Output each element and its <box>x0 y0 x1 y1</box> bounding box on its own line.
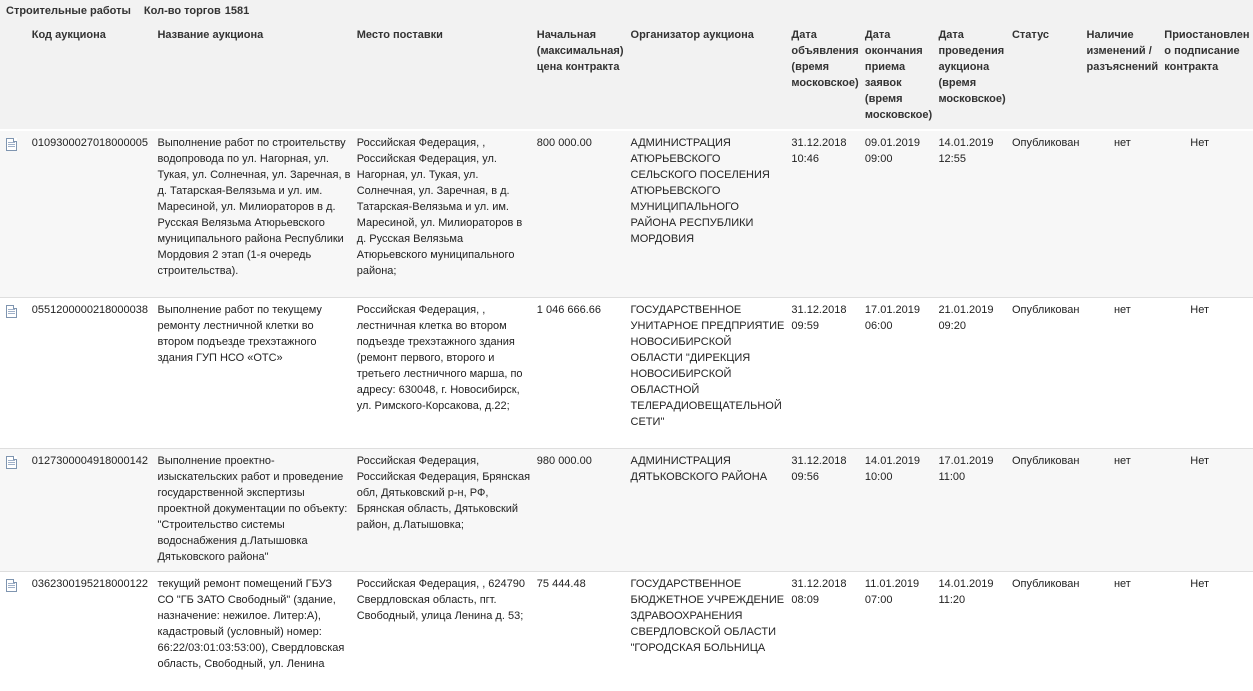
cell-place: Российская Федерация, , 624790 Свердловская область, пгт. Свободный, улица Ленина д. 53; <box>354 571 534 691</box>
cell-status: Опубликован <box>1009 297 1084 448</box>
cell-date-published: 31.12.2018 08:09 <box>788 571 862 691</box>
cell-date-hold: 14.01.2019 11:20 <box>935 571 1009 691</box>
header-icon-col <box>0 23 29 130</box>
cell-status: Опубликован <box>1009 448 1084 571</box>
header-place[interactable]: Место поставки <box>354 23 534 130</box>
document-icon[interactable] <box>6 138 17 151</box>
cell-date-hold: 17.01.2019 11:00 <box>935 448 1009 571</box>
table-row[interactable] <box>0 448 1253 571</box>
cell-date-published: 31.12.2018 09:56 <box>788 448 862 571</box>
cell-organizer: АДМИНИСТРАЦИЯ АТЮРЬЕВСКОГО СЕЛЬСКОГО ПОСЕЛЕНИЯ АТЮРЬЕВСКОГО МУНИЦИПАЛЬНОГО РАЙОНА РЕСПУБЛИКИ МОРДОВИЯ <box>628 130 789 297</box>
cell-price: 800 000.00 <box>534 130 628 297</box>
cell-code[interactable]: 0551200000218000038 <box>29 297 155 448</box>
cell-date-end: 09.01.2019 09:00 <box>862 130 936 297</box>
auctions-table <box>0 23 1253 691</box>
cell-changes: нет <box>1084 571 1162 691</box>
table-row[interactable] <box>0 571 1253 691</box>
cell-name[interactable]: Выполнение работ по строительству водопровода по ул. Нагорная, ул. Тукая, ул. Солнечная, ул. Заречная, в д. Татарская-Велязьма и ул. им. Маресиной, ул. Милиораторов в д. Русская Велязьма Атюрьевского муниципального района Республики Мордовия 2 этап (1-я очередь строительства). <box>154 130 353 297</box>
cell-date-end: 11.01.2019 07:00 <box>862 571 936 691</box>
header-date-end[interactable]: Дата окончания приема заявок (время московское) <box>862 23 936 130</box>
cell-organizer: ГОСУДАРСТВЕННОЕ БЮДЖЕТНОЕ УЧРЕЖДЕНИЕ ЗДРАВООХРАНЕНИЯ СВЕРДЛОВСКОЙ ОБЛАСТИ "ГОРОДСКАЯ БОЛЬНИЦА <box>628 571 789 691</box>
cell-changes: нет <box>1084 448 1162 571</box>
header-suspended[interactable]: Приостановлено подписание контракта <box>1161 23 1253 130</box>
cell-suspended: Нет <box>1161 297 1253 448</box>
header-status[interactable]: Статус <box>1009 23 1084 130</box>
count-label-text: Кол-во торгов <box>143 5 221 17</box>
cell-price: 980 000.00 <box>534 448 628 571</box>
header-date-hold[interactable]: Дата проведения аукциона (время московское) <box>935 23 1009 130</box>
cell-place: Российская Федерация, , Российская Федерация, ул. Нагорная, ул. Тукая, ул. Солнечная, ул. Заречная, в д. Татарская-Велязьма и ул. им. Маресиной, ул. Милиораторов в д. Русская Велязьма Атюрьевского муниципального района; <box>354 130 534 297</box>
cell-date-hold: 21.01.2019 09:20 <box>935 297 1009 448</box>
cell-organizer: ГОСУДАРСТВЕННОЕ УНИТАРНОЕ ПРЕДПРИЯТИЕ НОВОСИБИРСКОЙ ОБЛАСТИ "ДИРЕКЦИЯ НОВОСИБИРСКОЙ ОБЛАСТНОЙ ТЕЛЕРАДИОВЕЩАТЕЛЬНОЙ СЕТИ" <box>628 297 789 448</box>
header-date-published[interactable]: Дата объявления (время московское) <box>788 23 862 130</box>
cell-name[interactable]: Выполнение проектно-изыскательских работ и проведение государственной экспертизы проектной документации по объекту: "Строительство системы водоснабжения д.Латышовка Дятьковского района" <box>154 448 353 571</box>
cell-date-published: 31.12.2018 09:59 <box>788 297 862 448</box>
document-icon[interactable] <box>6 579 17 592</box>
header-name[interactable]: Название аукциона <box>154 23 353 130</box>
cell-changes: нет <box>1084 130 1162 297</box>
table-row[interactable] <box>0 130 1253 297</box>
cell-name[interactable]: Выполнение работ по текущему ремонту лестничной клетки во втором подъезде трехэтажного здания ГУП НСО «ОТС» <box>154 297 353 448</box>
cell-organizer: АДМИНИСТРАЦИЯ ДЯТЬКОВСКОГО РАЙОНА <box>628 448 789 571</box>
cell-status: Опубликован <box>1009 130 1084 297</box>
cell-changes: нет <box>1084 297 1162 448</box>
cell-suspended: Нет <box>1161 448 1253 571</box>
cell-price: 75 444.48 <box>534 571 628 691</box>
cell-date-end: 17.01.2019 06:00 <box>862 297 936 448</box>
row-doc-cell[interactable] <box>0 571 29 691</box>
row-doc-cell[interactable] <box>0 297 29 448</box>
table-header-row <box>0 23 1253 130</box>
results-header <box>0 0 1253 23</box>
cell-suspended: Нет <box>1161 571 1253 691</box>
cell-date-published: 31.12.2018 10:46 <box>788 130 862 297</box>
cell-code[interactable]: 0109300027018000005 <box>29 130 155 297</box>
cell-code[interactable]: 0362300195218000122 <box>29 571 155 691</box>
row-doc-cell[interactable] <box>0 130 29 297</box>
header-price[interactable]: Начальная (максимальная) цена контракта <box>534 23 628 130</box>
category-label: Строительные работы <box>6 5 131 17</box>
header-changes[interactable]: Наличие изменений / разъяснений <box>1084 23 1162 130</box>
cell-place: Российская Федерация, Российская Федерация, Брянская обл, Дятьковский р-н, РФ, Брянская область, Дятьковский район, д.Латышовка; <box>354 448 534 571</box>
document-icon[interactable] <box>6 456 17 469</box>
cell-date-hold: 14.01.2019 12:55 <box>935 130 1009 297</box>
document-icon[interactable] <box>6 305 17 318</box>
cell-place: Российская Федерация, , лестничная клетка во втором подъезде трехэтажного здания (ремонт первого, второго и третьего лестничного марша, по адресу: 630048, г. Новосибирск, ул. Римского-Корсакова, д.22; <box>354 297 534 448</box>
cell-status: Опубликован <box>1009 571 1084 691</box>
row-doc-cell[interactable] <box>0 448 29 571</box>
cell-suspended: Нет <box>1161 130 1253 297</box>
header-organizer[interactable]: Организатор аукциона <box>628 23 789 130</box>
count-value: 1581 <box>224 5 250 17</box>
header-code[interactable]: Код аукциона <box>29 23 155 130</box>
cell-price: 1 046 666.66 <box>534 297 628 448</box>
cell-name[interactable]: текущий ремонт помещений ГБУЗ СО "ГБ ЗАТО Свободный" (здание, назначение: нежилое. Литер:А), кадастровый (условный) номер: 66:22/03:01:03:53:00), Свердловская область, Свободный, ул. Ленина <box>154 571 353 691</box>
cell-date-end: 14.01.2019 10:00 <box>862 448 936 571</box>
cell-code[interactable]: 0127300004918000142 <box>29 448 155 571</box>
count-label <box>144 5 249 17</box>
table-row[interactable] <box>0 297 1253 448</box>
